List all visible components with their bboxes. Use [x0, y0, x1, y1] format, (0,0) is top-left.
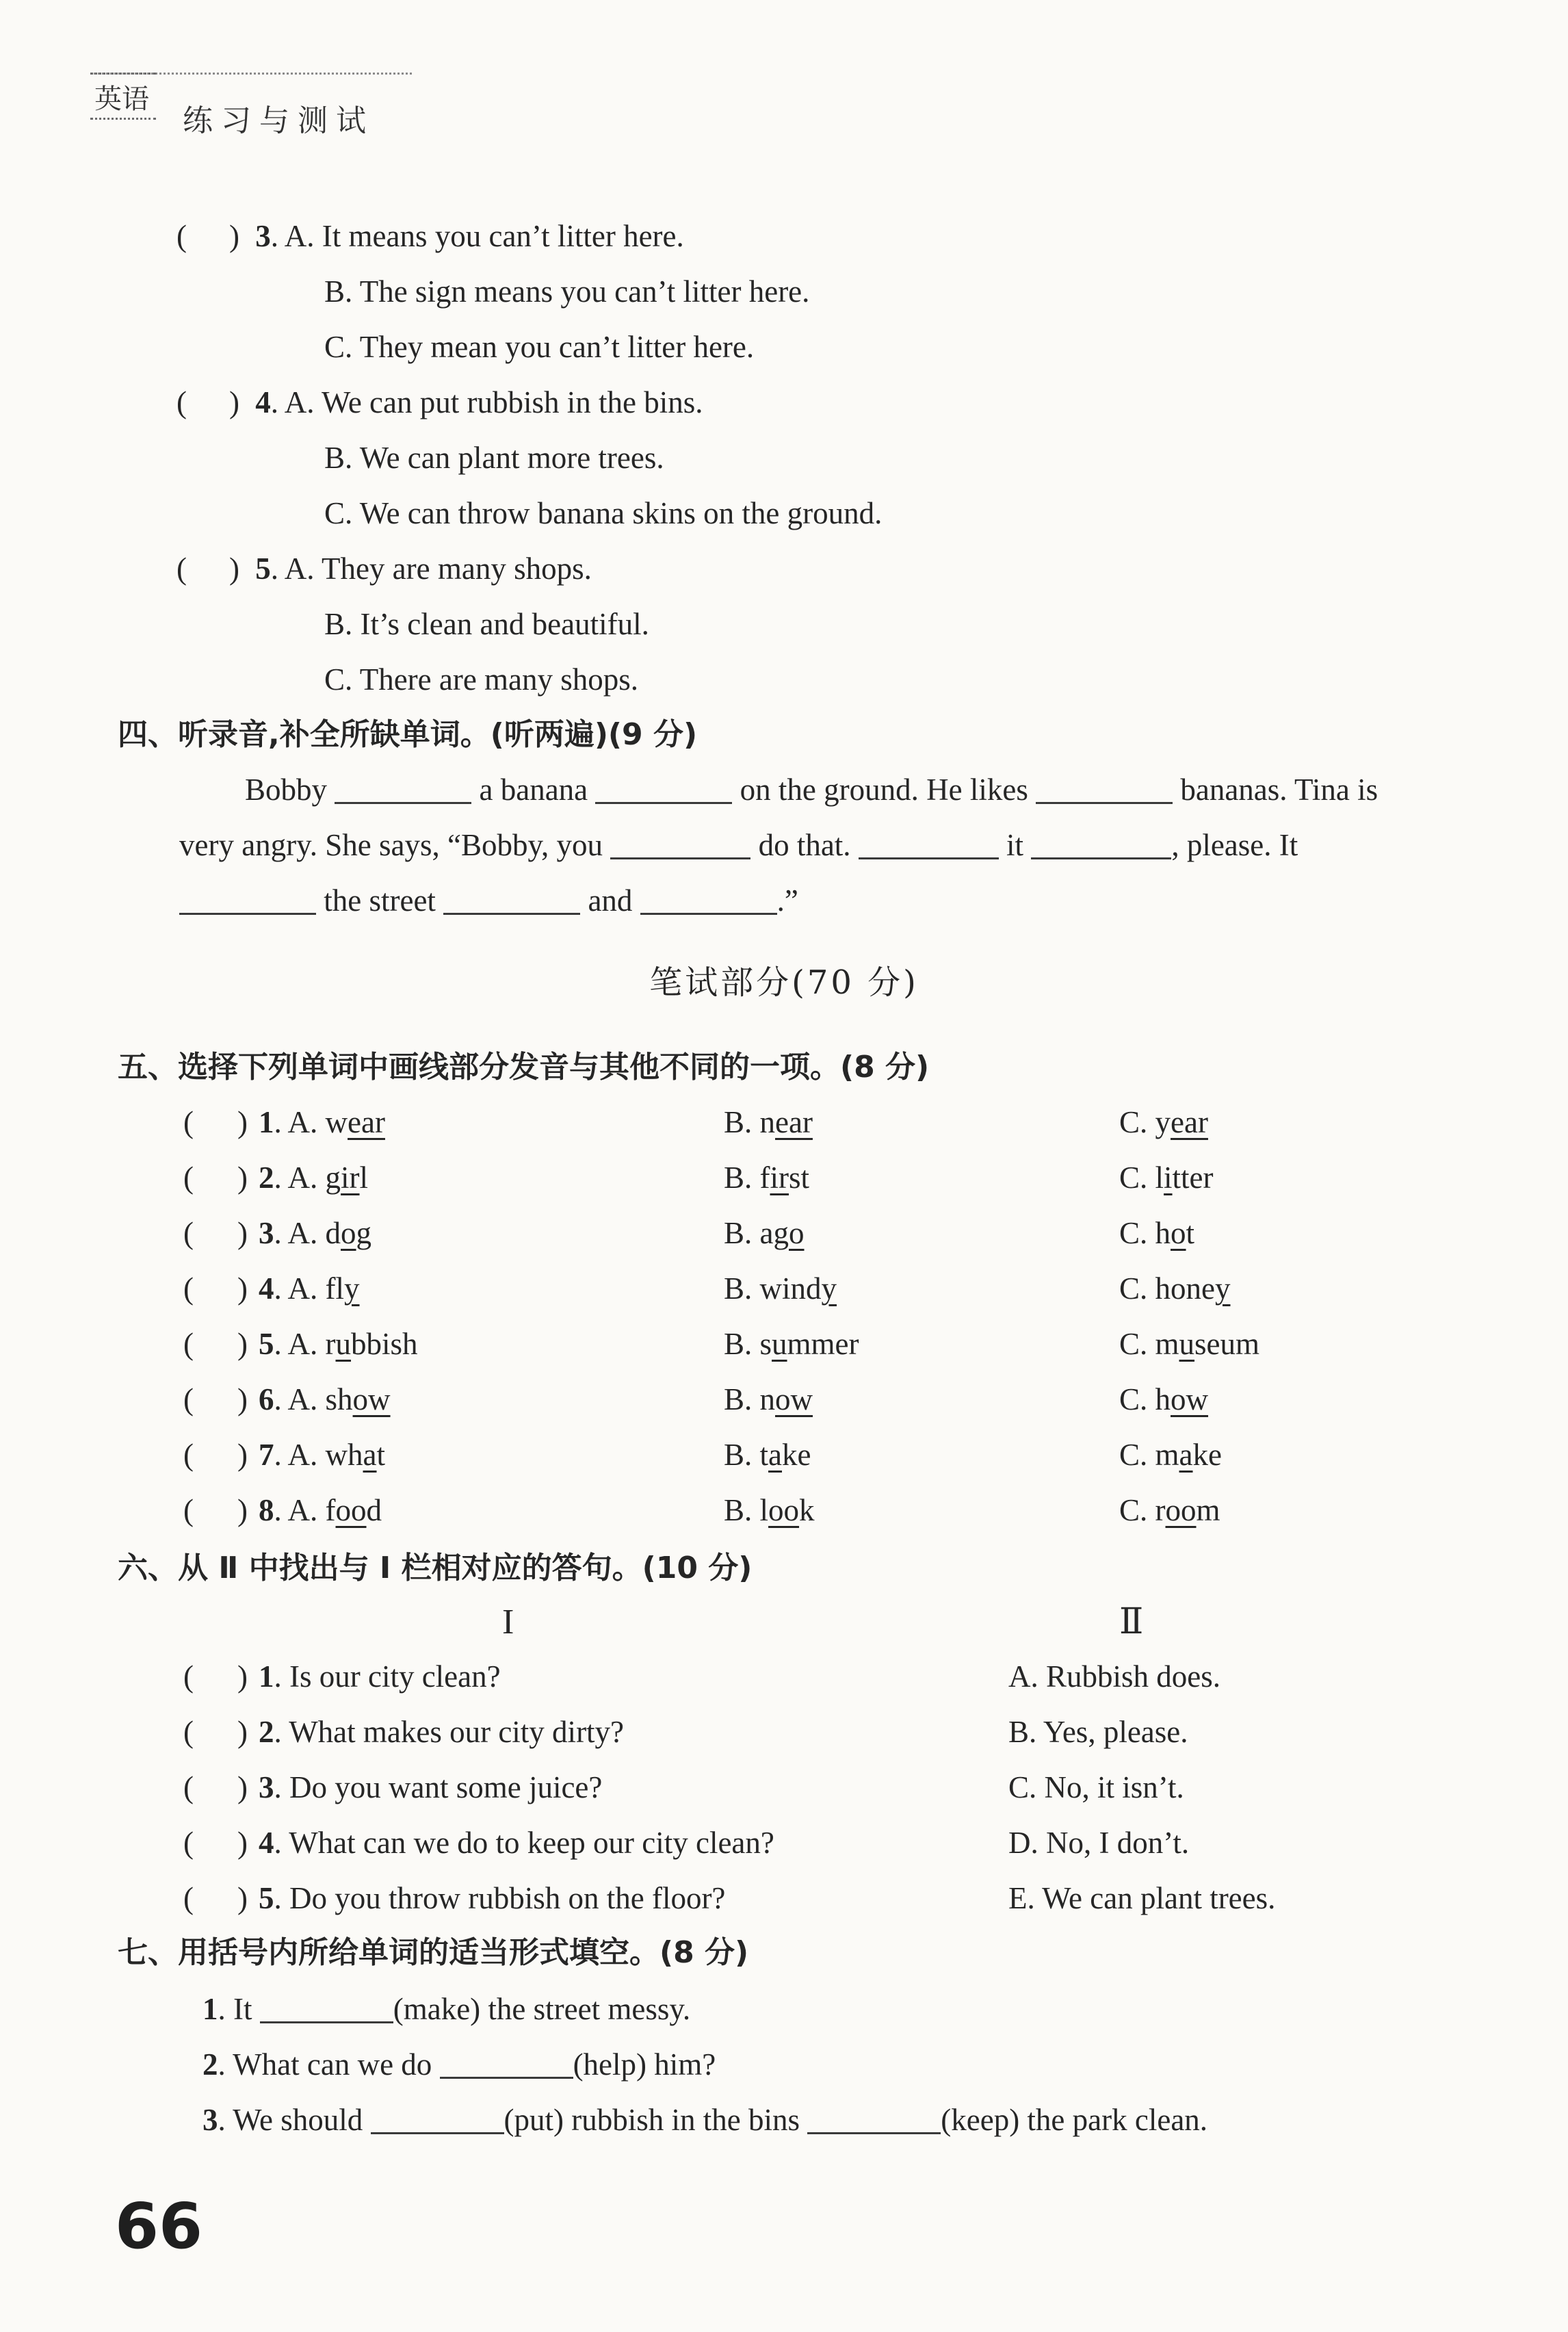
underlined-part: i: [1164, 1161, 1173, 1195]
word-part: seum: [1194, 1327, 1260, 1361]
number-dot: .: [274, 1161, 282, 1195]
word-part: t: [1186, 1216, 1195, 1250]
option-a: [288, 1216, 372, 1250]
number-dot: .: [270, 552, 278, 586]
item-number: 3: [202, 2103, 218, 2137]
answer-paren-open: (: [183, 1382, 194, 1416]
word-part: m: [1196, 1493, 1220, 1527]
fill-blank[interactable]: [1031, 830, 1171, 859]
fill-blank[interactable]: [443, 885, 580, 915]
underlined-part: o: [1171, 1216, 1186, 1250]
written-part-title: 笔试部分(70 分): [649, 963, 919, 1002]
text: , please. It: [1171, 828, 1298, 862]
number-dot: .: [270, 385, 278, 419]
fill-blank[interactable]: [1036, 775, 1173, 804]
underlined-part: ir: [341, 1161, 360, 1195]
answer-paren-open: (: [183, 1881, 194, 1915]
text: (put) rubbish in the bins: [504, 2103, 800, 2137]
matching-answer: B. Yes, please.: [1008, 1715, 1188, 1749]
matching-question: [183, 1828, 774, 1858]
option-c: [1119, 1107, 1208, 1138]
matching-question: [183, 1883, 725, 1914]
word-part: A. fl: [287, 1271, 345, 1306]
answer-paren-open: (: [177, 385, 187, 419]
answer-paren-close: ): [237, 1271, 248, 1306]
word-part: A. d: [287, 1216, 341, 1250]
word-part: t: [376, 1438, 386, 1472]
underlined-part: ear: [775, 1105, 813, 1139]
underlined-part: y: [1215, 1271, 1231, 1306]
word-part: bbish: [351, 1327, 418, 1361]
question-text: Do you throw rubbish on the floor?: [289, 1881, 726, 1915]
word-part: B. t: [724, 1438, 769, 1472]
option-c: [1119, 1329, 1259, 1360]
question-4-option-b: B. We can plant more trees.: [324, 441, 664, 475]
text: it: [1006, 828, 1024, 862]
underlined-part: ir: [770, 1161, 789, 1195]
question-5-option-c: C. There are many shops.: [324, 662, 639, 697]
number-dot: .: [274, 1770, 282, 1804]
text: (help) him?: [573, 2047, 716, 2082]
underlined-part: u: [335, 1327, 352, 1361]
text: (make) the street messy.: [393, 1992, 691, 2026]
fill-blank[interactable]: [807, 2105, 941, 2134]
question-text: What makes our city dirty?: [289, 1715, 625, 1749]
question-number: 7: [259, 1438, 274, 1472]
number-dot: .: [270, 219, 278, 253]
option-b: [724, 1495, 815, 1526]
section-7-item-3: [202, 2105, 1207, 2136]
option-a: [288, 1105, 385, 1139]
answer-paren-close: ): [237, 1216, 248, 1250]
text: on the ground. He likes: [740, 773, 1028, 807]
option-c: [1119, 1440, 1222, 1471]
matching-question: [183, 1661, 501, 1692]
question-number: 4: [259, 1271, 274, 1306]
answer-paren-close: ): [237, 1881, 248, 1915]
text: the street: [324, 883, 436, 918]
word-part: A. w: [287, 1105, 348, 1139]
option-c: [1119, 1273, 1231, 1304]
section-7-item-2: [202, 2049, 716, 2080]
word-part: d: [366, 1493, 382, 1527]
fill-blank[interactable]: [371, 2105, 504, 2134]
answer-paren-open: (: [183, 1659, 194, 1694]
section-4-line-1: [245, 775, 1378, 805]
underlined-part: a: [363, 1438, 377, 1472]
fill-blank[interactable]: [610, 830, 750, 859]
item-number: 2: [202, 2047, 218, 2082]
question-text: Is our city clean?: [289, 1659, 501, 1694]
option-c: [1119, 1495, 1220, 1526]
question-number: 1: [259, 1659, 274, 1694]
header-book-title: 练习与测试: [183, 103, 374, 138]
word-part: mmer: [787, 1327, 859, 1361]
question-3: [177, 221, 684, 252]
option-a: [288, 1271, 360, 1306]
column-heading-ii: Ⅱ: [1119, 1603, 1144, 1642]
word-part: C. h: [1119, 1216, 1171, 1250]
word-part: A. sh: [287, 1382, 353, 1416]
question-3-option-b: B. The sign means you can’t litter here.: [324, 274, 810, 309]
option-b: [724, 1384, 813, 1415]
number-dot: .: [274, 1659, 282, 1694]
underlined-part: o: [789, 1216, 805, 1250]
underlined-part: o: [341, 1216, 356, 1250]
word-part: C. y: [1119, 1105, 1171, 1139]
option-a: [288, 1493, 382, 1527]
underlined-part: ear: [348, 1105, 385, 1139]
question-number: 5: [259, 1327, 274, 1361]
section-6-title: 六、从 Ⅱ 中找出与 Ⅰ 栏相对应的答句。(10 分): [118, 1551, 753, 1585]
word-part: A. r: [287, 1327, 336, 1361]
word-part: C. hone: [1119, 1271, 1215, 1306]
text: Bobby: [245, 773, 328, 807]
number-dot: .: [274, 1271, 282, 1306]
question-text: What can we do to keep our city clean?: [289, 1826, 774, 1860]
answer-paren-open: (: [183, 1826, 194, 1860]
matching-answer: A. Rubbish does.: [1008, 1659, 1221, 1694]
option-c: [1119, 1163, 1214, 1193]
question-number: 5: [255, 552, 271, 586]
section-4-line-2: [179, 830, 1298, 861]
option-b: [724, 1329, 859, 1360]
word-part: st: [789, 1161, 810, 1195]
number-dot: .: [274, 1105, 282, 1139]
item-number: 1: [202, 1992, 218, 2026]
number-dot: .: [274, 1881, 282, 1915]
section-4-title: 四、听录音,补全所缺单词。(听两遍)(9 分): [118, 717, 698, 752]
question-number: 8: [259, 1493, 274, 1527]
number-dot: .: [274, 1826, 282, 1860]
word-part: C. m: [1119, 1327, 1179, 1361]
question-5: [177, 554, 592, 584]
word-part: C. h: [1119, 1382, 1171, 1416]
answer-paren-close: ): [237, 1826, 248, 1860]
word-part: B. s: [724, 1327, 772, 1361]
option-a: [288, 1327, 418, 1361]
question-number: 3: [259, 1770, 274, 1804]
question-number: 2: [259, 1161, 274, 1195]
number-dot: .: [274, 1382, 282, 1416]
answer-paren-open: (: [177, 552, 187, 586]
section-7-title: 七、用括号内所给单词的适当形式填空。(8 分): [118, 1935, 749, 1970]
number-dot: .: [274, 1216, 282, 1250]
option-c: [1119, 1384, 1208, 1415]
underlined-part: a: [768, 1438, 783, 1472]
phonics-question: [183, 1329, 418, 1360]
option-b: [724, 1273, 837, 1304]
matching-answer: C. No, it isn’t.: [1008, 1770, 1184, 1804]
fill-blank[interactable]: [335, 775, 471, 804]
text: a banana: [479, 773, 588, 807]
option-b: [724, 1163, 809, 1193]
underlined-part: u: [772, 1327, 787, 1361]
word-part: B. f: [724, 1161, 770, 1195]
phonics-question: [183, 1163, 368, 1193]
word-part: C. r: [1119, 1493, 1166, 1527]
answer-paren-open: (: [183, 1493, 194, 1527]
answer-paren-close: ): [229, 552, 239, 586]
text: .”: [776, 883, 798, 918]
answer-paren-open: (: [183, 1161, 194, 1195]
phonics-question: [183, 1440, 385, 1471]
text: . It: [218, 1992, 252, 2026]
underlined-part: y: [821, 1271, 837, 1306]
underlined-part: ear: [1171, 1105, 1208, 1139]
option-a: A. It means you can’t litter here.: [284, 219, 684, 253]
text: do that.: [758, 828, 851, 862]
option-a: [288, 1382, 391, 1416]
section-5-title: 五、选择下列单词中画线部分发音与其他不同的一项。(8 分): [118, 1050, 930, 1085]
answer-paren-open: (: [183, 1216, 194, 1250]
question-number: 6: [259, 1382, 274, 1416]
underlined-part: y: [344, 1271, 360, 1306]
word-part: ke: [782, 1438, 811, 1472]
page-number: 66: [115, 2190, 203, 2263]
answer-paren-open: (: [183, 1438, 194, 1472]
underlined-part: ow: [352, 1382, 391, 1416]
answer-paren-close: ): [237, 1105, 248, 1139]
question-number: 3: [259, 1216, 274, 1250]
underlined-part: a: [1179, 1438, 1193, 1472]
answer-paren-open: (: [177, 219, 187, 253]
answer-paren-close: ): [237, 1382, 248, 1416]
question-number: 4: [259, 1826, 274, 1860]
option-a: A. We can put rubbish in the bins.: [284, 385, 703, 419]
word-part: B. ag: [724, 1216, 789, 1250]
question-text: Do you want some juice?: [289, 1770, 603, 1804]
word-part: k: [799, 1493, 815, 1527]
phonics-question: [183, 1273, 360, 1304]
underlined-part: oo: [335, 1493, 367, 1527]
question-4-option-c: C. We can throw banana skins on the ground.: [324, 496, 883, 530]
word-part: g: [356, 1216, 372, 1250]
option-a: [288, 1438, 386, 1472]
answer-paren-open: (: [183, 1271, 194, 1306]
section-4-line-3: [179, 885, 798, 916]
word-part: C. l: [1119, 1161, 1164, 1195]
number-dot: .: [274, 1715, 282, 1749]
answer-paren-close: ): [237, 1715, 248, 1749]
text: (keep) the park clean.: [941, 2103, 1208, 2137]
text: bananas. Tina is: [1180, 773, 1378, 807]
answer-paren-close: ): [237, 1493, 248, 1527]
number-dot: .: [274, 1493, 282, 1527]
question-3-option-c: C. They mean you can’t litter here.: [324, 330, 755, 364]
header-subject: 英语: [90, 73, 156, 120]
text: very angry. She says, “Bobby, you: [179, 828, 603, 862]
answer-paren-open: (: [183, 1327, 194, 1361]
text: . What can we do: [218, 2047, 432, 2082]
matching-question: [183, 1772, 602, 1803]
question-number: 3: [255, 219, 271, 253]
option-a: [288, 1161, 369, 1195]
underlined-part: ow: [1171, 1382, 1209, 1416]
word-part: A. wh: [287, 1438, 363, 1472]
fill-blank[interactable]: [859, 830, 999, 859]
fill-blank[interactable]: [179, 885, 316, 915]
fill-blank[interactable]: [640, 885, 777, 915]
option-b: [724, 1218, 805, 1249]
answer-paren-close: ): [237, 1327, 248, 1361]
option-c: [1119, 1218, 1194, 1249]
answer-paren-open: (: [183, 1715, 194, 1749]
word-part: B. n: [724, 1105, 776, 1139]
fill-blank[interactable]: [595, 775, 732, 804]
answer-paren-close: ): [229, 219, 239, 253]
underlined-part: oo: [1165, 1493, 1197, 1527]
word-part: A. g: [287, 1161, 341, 1195]
underlined-part: u: [1179, 1327, 1195, 1361]
word-part: C. m: [1119, 1438, 1179, 1472]
answer-paren-close: ): [229, 385, 239, 419]
question-number: 4: [255, 385, 271, 419]
page-header: [90, 66, 419, 141]
number-dot: .: [274, 1327, 282, 1361]
question-5-option-b: B. It’s clean and beautiful.: [324, 607, 649, 641]
number-dot: .: [274, 1438, 282, 1472]
question-number: 5: [259, 1881, 274, 1915]
word-part: B. wind: [724, 1271, 822, 1306]
option-b: [724, 1107, 813, 1138]
answer-paren-close: ): [237, 1161, 248, 1195]
section-7-item-1: [202, 1994, 690, 2025]
phonics-question: [183, 1384, 391, 1415]
text: and: [588, 883, 633, 918]
word-part: A. f: [287, 1493, 336, 1527]
matching-question: [183, 1717, 624, 1748]
answer-paren-open: (: [183, 1770, 194, 1804]
fill-blank[interactable]: [260, 1994, 393, 2023]
question-4: [177, 387, 703, 418]
phonics-question: [183, 1495, 382, 1526]
answer-paren-close: ): [237, 1659, 248, 1694]
matching-answer: E. We can plant trees.: [1008, 1881, 1276, 1915]
underlined-part: ow: [775, 1382, 813, 1416]
answer-paren-close: ): [237, 1770, 248, 1804]
phonics-question: [183, 1218, 371, 1249]
question-number: 2: [259, 1715, 274, 1749]
option-b: [724, 1440, 811, 1471]
fill-blank[interactable]: [440, 2049, 573, 2079]
option-a: A. They are many shops.: [284, 552, 592, 586]
question-number: 1: [259, 1105, 274, 1139]
answer-paren-close: ): [237, 1438, 248, 1472]
underlined-part: oo: [768, 1493, 800, 1527]
phonics-question: [183, 1107, 385, 1138]
word-part: l: [359, 1161, 369, 1195]
matching-answer: D. No, I don’t.: [1008, 1826, 1190, 1860]
word-part: ke: [1192, 1438, 1222, 1472]
answer-paren-open: (: [183, 1105, 194, 1139]
word-part: tter: [1172, 1161, 1214, 1195]
word-part: B. l: [724, 1493, 769, 1527]
word-part: B. n: [724, 1382, 776, 1416]
column-heading-i: I: [502, 1603, 514, 1642]
text: . We should: [218, 2103, 363, 2137]
